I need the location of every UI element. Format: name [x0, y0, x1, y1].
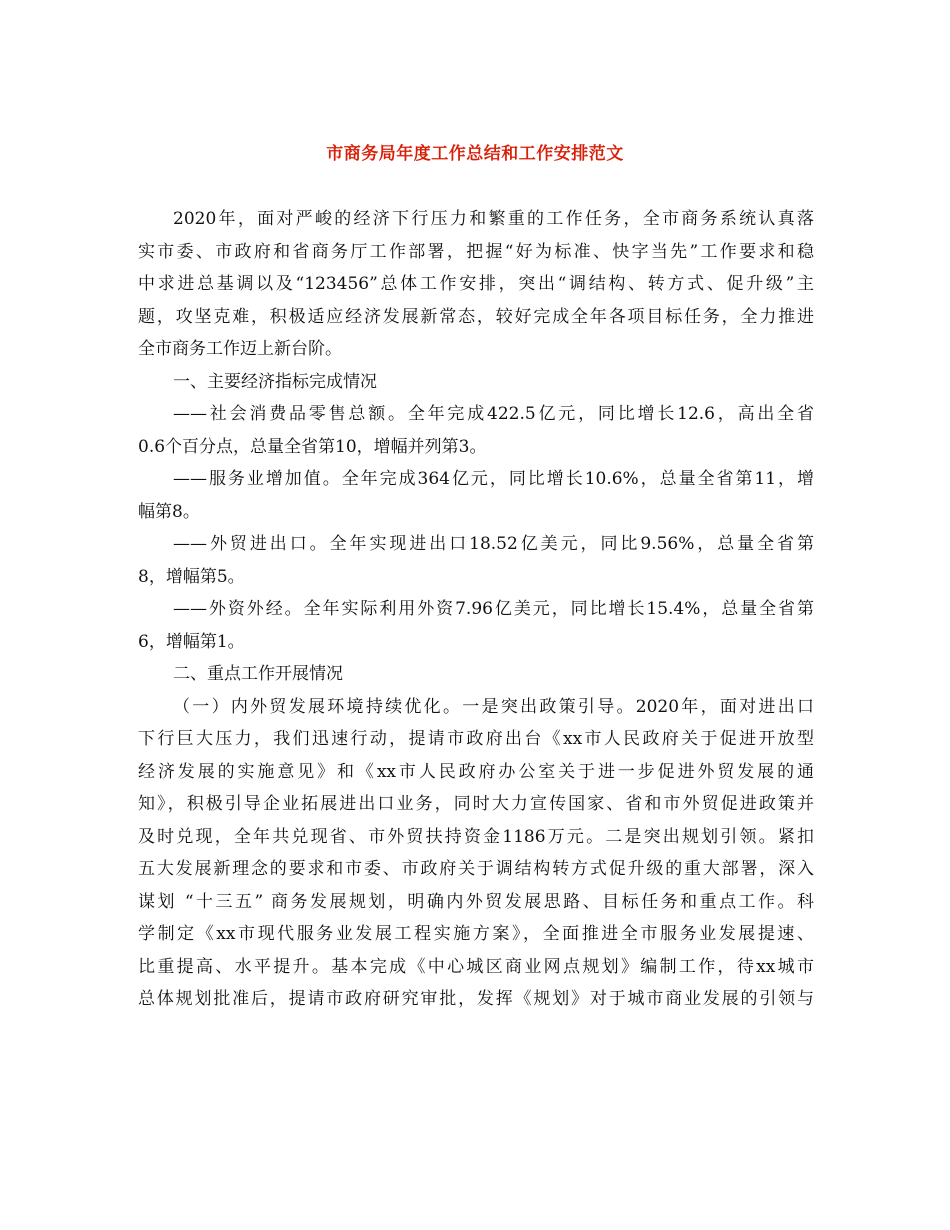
text-line: 谋划 “十三五” 商务发展规划，明确内外贸发展思路、目标任务和重点工作。科	[138, 891, 814, 912]
text-line: 0.6个百分点，总量全省第10，增幅并列第3。	[138, 436, 487, 457]
text-line: ——服务业增加值。全年完成364亿元，同比增长10.6%，总量全省第11，增	[173, 469, 814, 489]
text-line: 知》，积极引导企业拓展进出口业务，同时大力宣传国家、省和市外贸促进政策并	[138, 794, 814, 814]
text-line: 经济发展的实施意见》和《xx市人民政府办公室关于进一步促进外贸发展的通	[138, 761, 814, 782]
text-line: （一）内外贸发展环境持续优化。一是突出政策引导。2020年，面对进出口	[173, 696, 814, 717]
text-line: 总体规划批准后，提请市政府研究审批，发挥《规划》对于城市商业发展的引领与	[138, 989, 814, 1009]
text-line: 题，攻坚克难，积极适应经济发展新常态，较好完成全年各项目标任务，全力推进	[138, 306, 814, 327]
text-line: 全市商务工作迈上新台阶。	[138, 339, 342, 359]
document-title: 市商务局年度工作总结和工作安排范文	[326, 144, 624, 164]
text-line: ——社会消费品零售总额。全年完成422.5亿元，同比增长12.6，高出全省	[173, 404, 814, 424]
text-line: 6，增幅第1。	[138, 631, 245, 652]
text-line: 中求进总基调以及“123456”总体工作安排，突出“调结构、转方式、促升级”主	[138, 274, 814, 294]
text-line: 比重提高、水平提升。基本完成《中心城区商业网点规划》编制工作，待xx城市	[138, 956, 814, 977]
text-line: 二、重点工作开展情况	[173, 664, 343, 684]
text-line: 2020年，面对严峻的经济下行压力和繁重的工作任务，全市商务系统认真落	[173, 209, 814, 229]
text-line: 实市委、市政府和省商务厅工作部署，把握“好为标准、快字当先”工作要求和稳	[138, 241, 814, 262]
text-line: 学制定《xx市现代服务业发展工程实施方案》，全面推进全市服务业发展提速、	[138, 924, 814, 944]
text-line: 8，增幅第5。	[138, 566, 245, 587]
text-line: ——外贸进出口。全年实现进出口18.52亿美元，同比9.56%，总量全省第	[173, 534, 814, 554]
text-line: 一、主要经济指标完成情况	[173, 371, 377, 392]
text-line: 幅第8。	[138, 501, 200, 522]
text-line: 及时兑现，全年共兑现省、市外贸扶持资金1186万元。二是突出规划引领。紧扣	[138, 826, 814, 847]
document-body	[138, 203, 814, 1016]
text-line: ——外资外经。全年实际利用外资7.96亿美元，同比增长15.4%，总量全省第	[173, 599, 814, 619]
text-line: 五大发展新理念的要求和市委、市政府关于调结构转方式促升级的重大部署，深入	[138, 859, 814, 879]
text-line: 下行巨大压力，我们迅速行动，提请市政府出台《xx市人民政府关于促进开放型	[138, 729, 814, 749]
